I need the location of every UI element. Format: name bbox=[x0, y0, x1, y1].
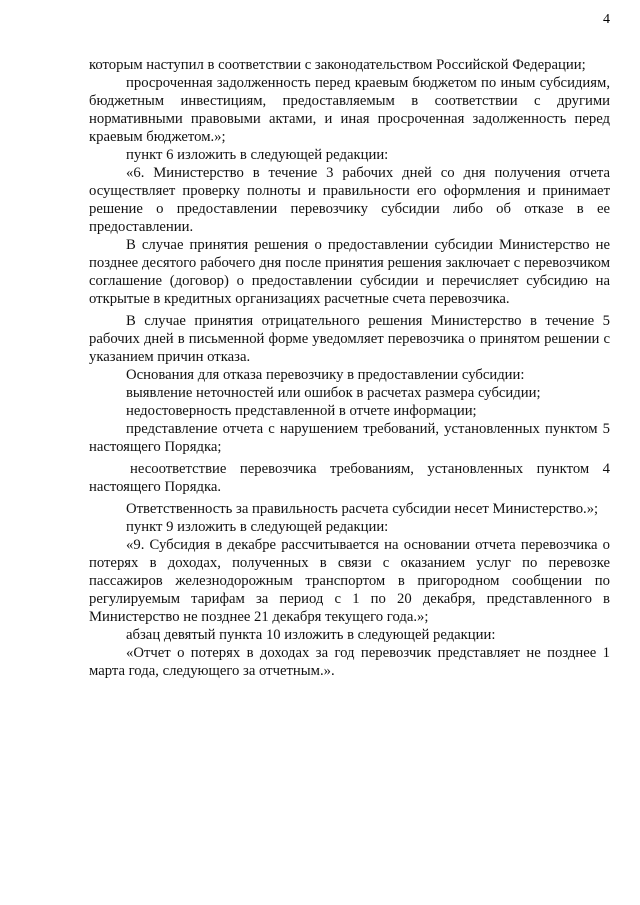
paragraph: недостоверность представленной в отчете информации; bbox=[126, 403, 477, 419]
paragraph: Ответственность за правильность расчета субсидии несет Министерство.»; bbox=[126, 501, 599, 517]
paragraph: «6. Министерство в течение 3 рабочих дней со дня получения отчета осуществляет проверку полноты и правильности его оформления и принимает решение о предоставлении перевозчику субсидии либо об отказе в ее предоставлении. bbox=[89, 165, 610, 235]
page-number: 4 bbox=[603, 12, 610, 27]
paragraph: «Отчет о потерях в доходах за год перевозчик представляет не позднее 1 марта года, следующего за отчетным.». bbox=[89, 645, 610, 679]
paragraph: В случае принятия решения о предоставлении субсидии Министерство не позднее десятого рабочего дня после принятия решения заключает с перевозчиком соглашение (договор) о предоставлении субсидии и перечисляет субсидию на открытые в кредитных организациях расчетные счета перевозчика. bbox=[89, 237, 610, 307]
paragraph: представление отчета с нарушением требований, установленных пунктом 5 настоящего Порядка; bbox=[89, 421, 610, 455]
paragraph: пункт 6 изложить в следующей редакции: bbox=[126, 147, 389, 163]
paragraph: «9. Субсидия в декабре рассчитывается на основании отчета перевозчика о потерях в доходах, полученных в связи с оказанием услуг по перевозке пассажиров железнодорожным транспортом в пригородном сообщении по регулируемым тарифам за период с 1 по 20 декабря, представленного в Министерство не позднее 21 декабря текущего года.»; bbox=[89, 537, 610, 625]
paragraph: которым наступил в соответствии с законодательством Российской Федерации; bbox=[89, 57, 586, 73]
paragraph: несоответствие перевозчика требованиям, установленных пунктом 4 настоящего Порядка. bbox=[89, 461, 610, 495]
paragraph: выявление неточностей или ошибок в расчетах размера субсидии; bbox=[126, 385, 541, 401]
document-body bbox=[89, 56, 610, 680]
paragraph: абзац девятый пункта 10 изложить в следующей редакции: bbox=[126, 627, 496, 643]
paragraph: пункт 9 изложить в следующей редакции: bbox=[126, 519, 389, 535]
paragraph: Основания для отказа перевозчику в предоставлении субсидии: bbox=[126, 367, 525, 383]
paragraph: просроченная задолженность перед краевым бюджетом по иным субсидиям, бюджетным инвестициям, предоставляемым в соответствии с другими нормативными правовыми актами, и иная просроченная задолженность перед краевым бюджетом.»; bbox=[89, 75, 610, 145]
paragraph: В случае принятия отрицательного решения Министерство в течение 5 рабочих дней в письменной форме уведомляет перевозчика о принятом решении с указанием причин отказа. bbox=[89, 313, 610, 365]
